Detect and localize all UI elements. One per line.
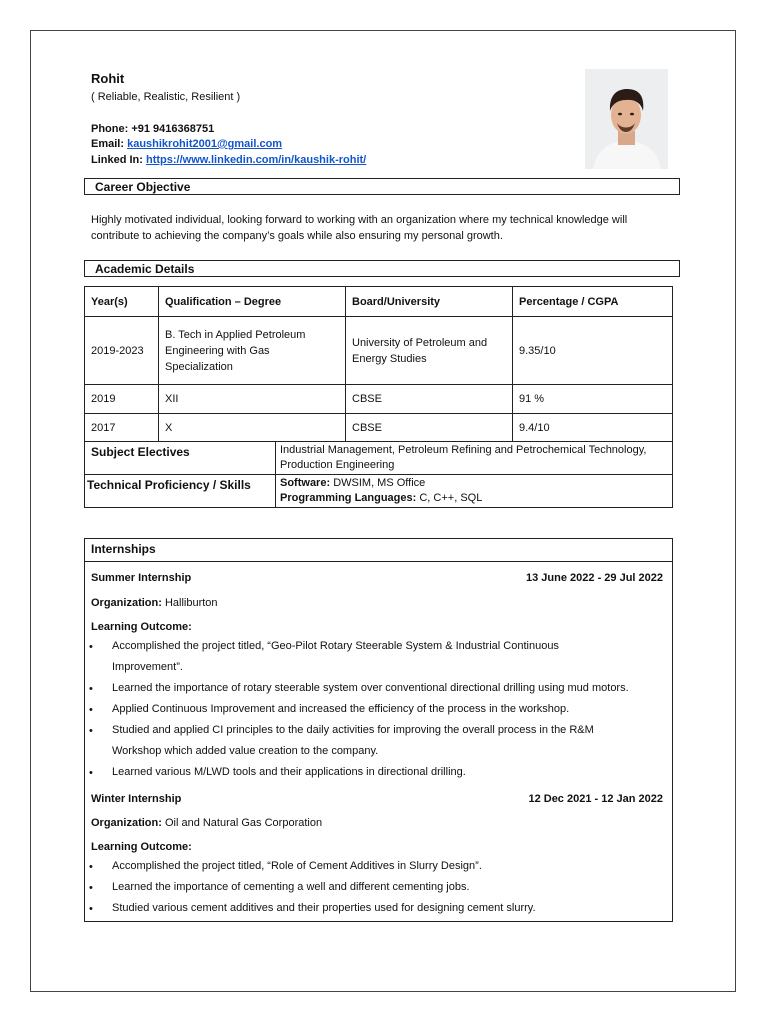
skills-label: Technical Proficiency / Skills (85, 475, 276, 508)
email-link[interactable]: kaushikrohit2001@gmail.com (127, 138, 283, 150)
electives-row (85, 442, 673, 475)
winter-internship-title-row (91, 792, 663, 806)
list-item: Learned the importance of rotary steerable system over conventional directional drilling using mud motors. (112, 682, 629, 694)
skills-row (85, 475, 673, 508)
org-label: Organization: (91, 817, 162, 829)
cell-board: CBSE (346, 414, 513, 442)
header-board: Board/University (346, 287, 513, 317)
list-item-continued: Improvement”. (112, 661, 183, 673)
electives-label: Subject Electives (85, 442, 276, 475)
phone-line (91, 122, 214, 136)
summer-internship-dates: 13 June 2022 - 29 Jul 2022 (526, 572, 663, 584)
summer-organization (91, 596, 663, 610)
cell-percentage: 9.35/10 (513, 317, 673, 385)
summer-internship-title-row (91, 571, 663, 585)
academic-table (84, 286, 673, 442)
cell-year: 2019 (85, 385, 159, 414)
summer-internship-title: Summer Internship (91, 572, 192, 584)
list-item: Studied and applied CI principles to the daily activities for improving the overall process in the R&M (112, 724, 594, 736)
electives-value: Industrial Management, Petroleum Refining and Petrochemical Technology, Production Engineering (276, 442, 673, 475)
bullet: • (89, 725, 93, 737)
cell-board: CBSE (346, 385, 513, 414)
table-row (85, 385, 673, 414)
phone-value: +91 9416368751 (131, 123, 215, 135)
internships-section (84, 538, 673, 922)
electives-skills-table (84, 441, 673, 508)
cell-percentage: 91 % (513, 385, 673, 414)
linkedin-line (91, 153, 366, 167)
software-value: DWSIM, MS Office (333, 477, 426, 489)
winter-internship-dates: 12 Dec 2021 - 12 Jan 2022 (528, 793, 663, 805)
cell-year: 2019-2023 (85, 317, 159, 385)
academic-details-heading: Academic Details (84, 260, 680, 277)
org-value: Halliburton (164, 597, 218, 609)
table-row (85, 414, 673, 442)
winter-internship-title: Winter Internship (91, 793, 182, 805)
summer-bullet-list (89, 636, 661, 779)
list-item: Applied Continuous Improvement and increased the efficiency of the process in the workshop. (112, 703, 570, 715)
table-row (85, 317, 673, 385)
summer-learning-outcome-label: Learning Outcome: (91, 621, 192, 633)
org-label: Organization: (91, 597, 162, 609)
profile-photo (585, 69, 668, 169)
bullet: • (89, 767, 93, 779)
list-item: Accomplished the project titled, “Role of Cement Additives in Slurry Design”. (112, 860, 482, 872)
cell-board: University of Petroleum and Energy Studies (346, 317, 513, 385)
linkedin-label: Linked In: (91, 154, 143, 166)
list-item-continued: Workshop which added value creation to the company. (112, 745, 379, 757)
header-percentage: Percentage / CGPA (513, 287, 673, 317)
skills-value (276, 475, 673, 508)
org-value: Oil and Natural Gas Corporation (164, 817, 323, 829)
career-line-1: Highly motivated individual, looking forward to working with an organization where my technical knowledge will (91, 214, 628, 226)
software-label: Software: (280, 477, 331, 489)
bullet: • (89, 683, 93, 695)
cell-percentage: 9.4/10 (513, 414, 673, 442)
internships-heading: Internships (85, 539, 672, 562)
winter-organization (91, 816, 663, 830)
bullet: • (89, 861, 93, 873)
career-line-2: contribute to achieving the company’s goals while also ensuring my personal growth. (91, 230, 503, 242)
winter-bullet-list (89, 856, 661, 920)
programming-label: Programming Languages: (280, 492, 417, 504)
bullet: • (89, 882, 93, 894)
list-item: Learned various M/LWD tools and their applications in directional drilling. (112, 766, 466, 778)
table-header-row (85, 287, 673, 317)
cell-qualification: B. Tech in Applied Petroleum Engineering with Gas Specialization (159, 317, 346, 385)
phone-label: Phone: (91, 123, 129, 135)
cell-year: 2017 (85, 414, 159, 442)
tagline: ( Reliable, Realistic, Resilient ) (91, 91, 241, 103)
list-item: Learned the importance of cementing a well and different cementing jobs. (112, 881, 470, 893)
list-item: Studied various cement additives and their properties used for designing cement slurry. (112, 902, 536, 914)
bullet: • (89, 641, 93, 653)
bullet: • (89, 903, 93, 915)
cell-qualification: X (159, 414, 346, 442)
cell-qualification: XII (159, 385, 346, 414)
career-objective-heading: Career Objective (84, 178, 680, 195)
career-objective-text (91, 212, 627, 244)
email-label: Email: (91, 138, 125, 150)
email-line (91, 137, 282, 151)
candidate-name: Rohit (91, 71, 125, 86)
header-year: Year(s) (85, 287, 159, 317)
programming-value: C, C++, SQL (419, 492, 483, 504)
bullet: • (89, 704, 93, 716)
linkedin-link[interactable]: https://www.linkedin.com/in/kaushik-rohit/ (146, 154, 367, 166)
list-item: Accomplished the project titled, “Geo-Pilot Rotary Steerable System & Industrial Continuous (112, 640, 559, 652)
winter-learning-outcome-label: Learning Outcome: (91, 841, 192, 853)
header-qualification: Qualification – Degree (159, 287, 346, 317)
